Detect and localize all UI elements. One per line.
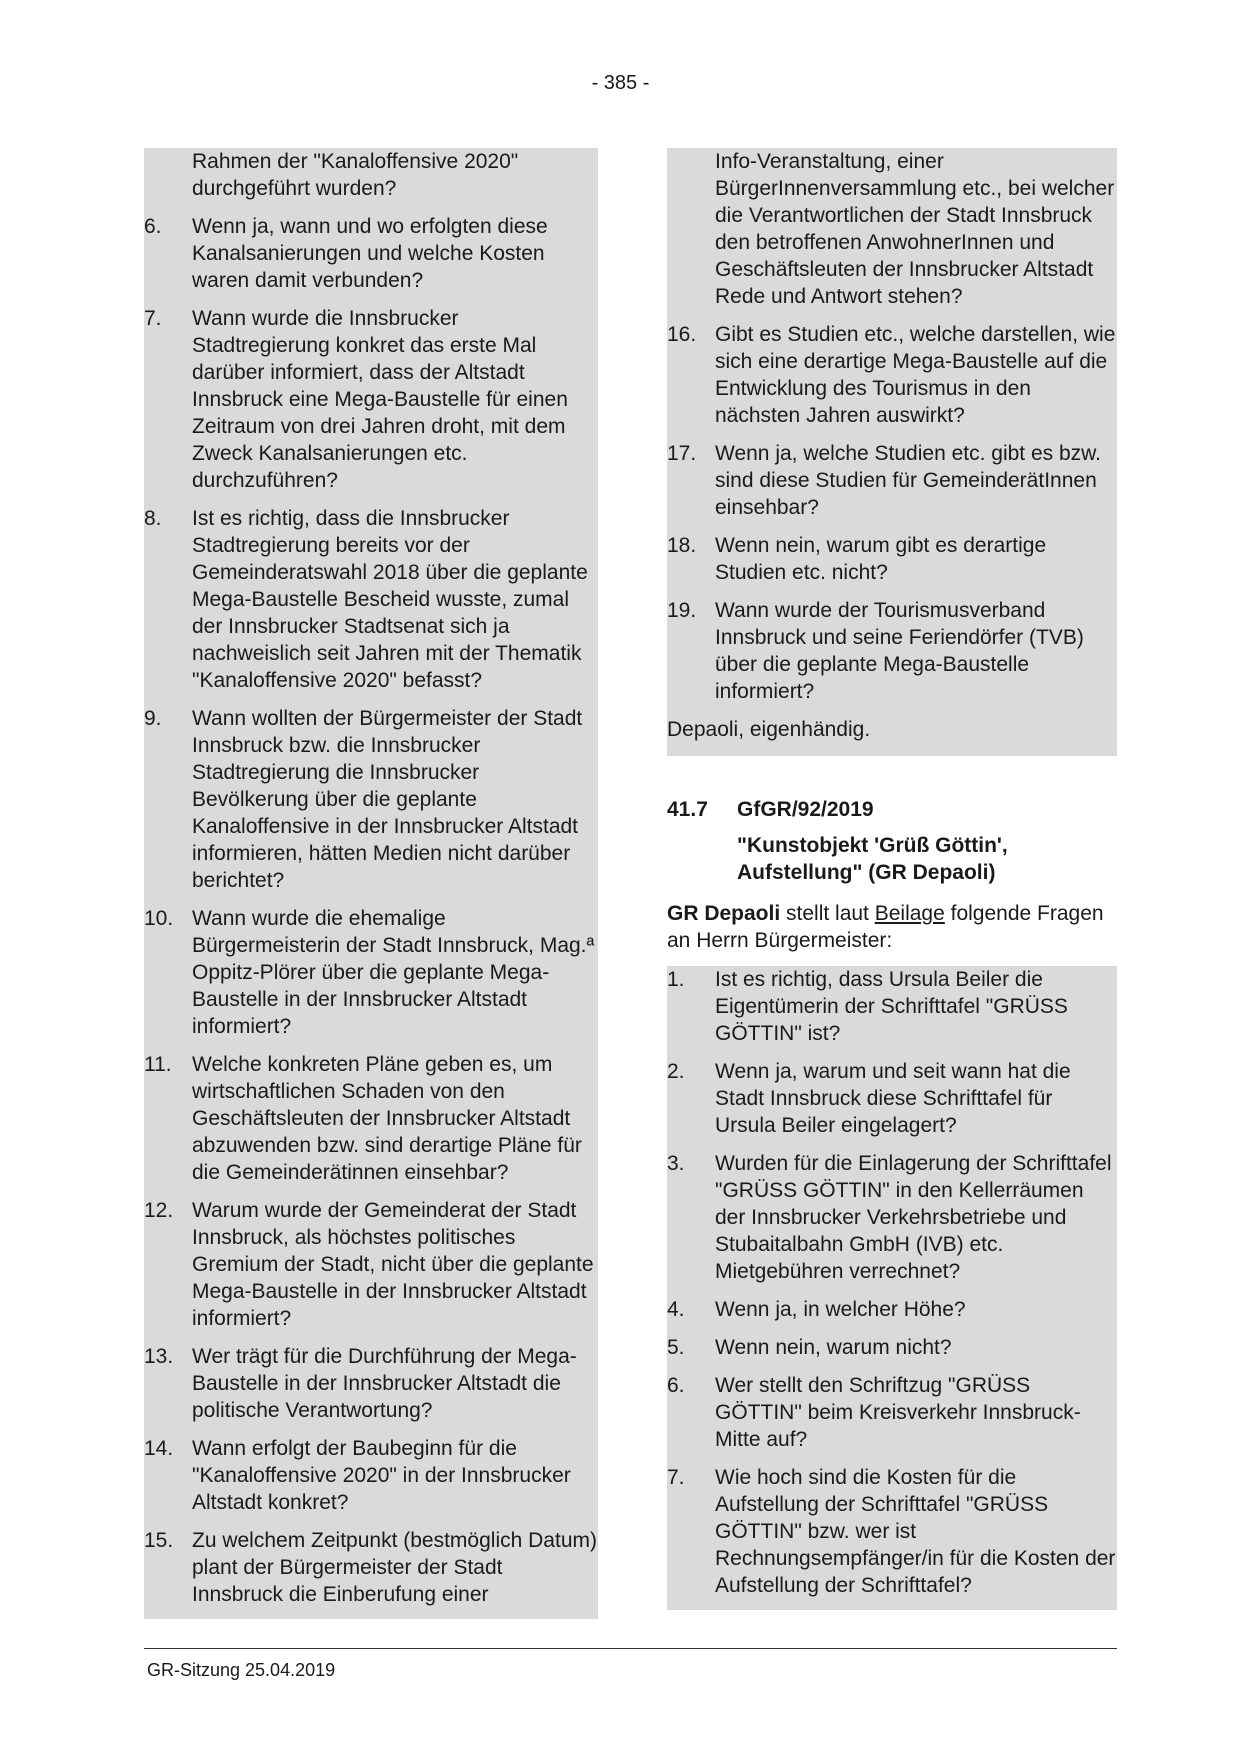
item-number: 6.	[667, 1374, 685, 1397]
item-number: 12.	[144, 1199, 174, 1222]
item-number: 14.	[144, 1437, 174, 1460]
item-number: 5.	[667, 1336, 685, 1359]
list-item	[667, 1296, 1117, 1334]
item-text: Wenn nein, warum nicht?	[715, 1336, 952, 1359]
list-item	[144, 505, 598, 705]
item-text: Wenn ja, welche Studien etc. gibt es bzw. sind diese Studien für GemeinderätInnen einsehbar?	[715, 442, 1101, 519]
footer-divider	[144, 1648, 1117, 1649]
item-number: 17.	[667, 442, 697, 465]
item-number: 7.	[144, 307, 162, 330]
item-number: 13.	[144, 1345, 174, 1368]
item-number: 3.	[667, 1152, 685, 1175]
list-item	[667, 532, 1117, 597]
list-item	[144, 1051, 598, 1197]
item-number: 2.	[667, 1060, 685, 1083]
list-item	[667, 440, 1117, 532]
item-text: Wer stellt den Schriftzug "GRÜSS GÖTTIN" beim Kreisverkehr Innsbruck-Mitte auf?	[715, 1374, 1081, 1451]
list-item	[667, 321, 1117, 440]
item-text: Wie hoch sind die Kosten für die Aufstellung der Schrifttafel "GRÜSS GÖTTIN" bzw. wer ist Rechnungsempfänger/in für die Kosten der Aufstellung der Schrifttafel?	[715, 1466, 1116, 1597]
item-number: 4.	[667, 1298, 685, 1321]
item-text: Warum wurde der Gemeinderat der Stadt Innsbruck, als höchstes politisches Gremium der Stadt, nicht über die geplante Mega-Baustelle in der Innsbrucker Altstadt informiert?	[192, 1199, 594, 1330]
list-item	[667, 1464, 1117, 1610]
footer-session-date: GR-Sitzung 25.04.2019	[147, 1660, 336, 1680]
section-intro	[667, 900, 1117, 954]
list-item	[144, 1435, 598, 1527]
shaded-block-upper	[667, 148, 1117, 756]
item-text: Wer trägt für die Durchführung der Mega-Baustelle in der Innsbrucker Altstadt die politische Verantwortung?	[192, 1345, 577, 1422]
intro-text: stellt laut	[780, 902, 875, 925]
intro-text-end: folgende Fragen an Herrn Bürgermeister:	[667, 902, 1104, 952]
item-number: 8.	[144, 507, 162, 530]
item-text: Wann wollten der Bürgermeister der Stadt Innsbruck bzw. die Innsbrucker Stadtregierung die Innsbrucker Bevölkerung über die geplante Kanaloffensive in der Innsbrucker Altstadt informieren, hätten Medien nicht darüber berichtet?	[192, 707, 583, 892]
item-text: Wenn ja, wann und wo erfolgten diese Kanalsanierungen und welche Kosten waren damit verbunden?	[192, 215, 548, 292]
item-text: Wurden für die Einlagerung der Schrifttafel "GRÜSS GÖTTIN" in den Kellerräumen der Innsbrucker Verkehrsbetriebe und Stubaitalbahn GmbH (IVB) etc. Mietgebühren verrechnet?	[715, 1152, 1112, 1283]
item-number: 15.	[144, 1529, 174, 1552]
list-item	[667, 1058, 1117, 1150]
item-number: 19.	[667, 599, 697, 622]
list-item	[144, 213, 598, 305]
list-item	[667, 966, 1117, 1058]
item-number: 10.	[144, 907, 174, 930]
item-number: 11.	[144, 1053, 172, 1076]
page-number: - 385 -	[591, 72, 650, 94]
intro-author: GR Depaoli	[667, 902, 781, 925]
item-text: Wenn nein, warum gibt es derartige Studien etc. nicht?	[715, 534, 1047, 584]
section-number: 41.7	[667, 798, 708, 821]
beilage-link[interactable]: Beilage	[874, 902, 945, 925]
section-code: GfGR/92/2019	[737, 798, 874, 821]
list-item	[144, 705, 598, 905]
left-column	[144, 148, 598, 1619]
list-item	[144, 1197, 598, 1343]
shaded-block-lower	[667, 966, 1117, 1610]
item-text: Wenn ja, warum und seit wann hat die Stadt Innsbruck diese Schrifttafel für Ursula Beiler eingelagert?	[715, 1060, 1071, 1137]
item-text: Zu welchem Zeitpunkt (bestmöglich Datum) plant der Bürgermeister der Stadt Innsbruck die Einberufung einer	[192, 1529, 597, 1606]
item-text: Wann wurde die ehemalige Bürgermeisterin der Stadt Innsbruck, Mag.ª Oppitz-Plörer über die geplante Mega-Baustelle in der Innsbrucker Altstadt informiert?	[192, 907, 595, 1038]
item-number: 18.	[667, 534, 697, 557]
item-text: Welche konkreten Pläne geben es, um wirtschaftlichen Schaden von den Geschäftsleuten der Innsbrucker Altstadt abzuwenden bzw. sind derartige Pläne für die Gemeinderätinnen einsehbar?	[192, 1053, 582, 1184]
item-number: 16.	[667, 323, 697, 346]
list-item	[144, 305, 598, 505]
list-item	[667, 1150, 1117, 1296]
item-number: 7.	[667, 1466, 685, 1489]
list-item	[667, 1334, 1117, 1372]
continued-question-text: Rahmen der "Kanaloffensive 2020" durchgeführt wurden?	[192, 150, 519, 200]
list-item	[144, 905, 598, 1051]
item-text: Ist es richtig, dass Ursula Beiler die Eigentümerin der Schrifttafel "GRÜSS GÖTTIN" ist?	[715, 968, 1068, 1045]
signature: Depaoli, eigenhändig.	[667, 718, 871, 741]
section-title: "Kunstobjekt 'Grüß Göttin', Aufstellung" (GR Depaoli)	[737, 834, 1008, 884]
list-item	[144, 1343, 598, 1435]
list-item	[667, 1372, 1117, 1464]
item-text: Ist es richtig, dass die Innsbrucker Stadtregierung bereits vor der Gemeinderatswahl 2018 über die geplante Mega-Baustelle Bescheid wusste, zumal der Innsbrucker Stadtsenat sich ja nachweislich seit Jahren mit der Thematik "Kanaloffensive 2020" befasst?	[192, 507, 588, 692]
item-text: Wann wurde die Innsbrucker Stadtregierung konkret das erste Mal darüber informiert, dass der Altstadt Innsbruck eine Mega-Baustelle für einen Zeitraum von drei Jahren droht, mit dem Zweck Kanalsanierungen etc. durchzuführen?	[192, 307, 568, 492]
section-heading	[667, 796, 1117, 823]
item-number: 1.	[667, 968, 685, 991]
item-text: Wann wurde der Tourismusverband Innsbruck und seine Feriendörfer (TVB) über die geplante Mega-Baustelle informiert?	[715, 599, 1084, 703]
continued-question-text: Info-Veranstaltung, einer BürgerInnenversammlung etc., bei welcher die Verantwortlichen der Stadt Innsbruck den betroffenen AnwohnerInnen und Geschäftsleuten der Innsbrucker Altstadt Rede und Antwort stehen?	[715, 150, 1115, 308]
list-item	[144, 1527, 598, 1619]
item-number: 6.	[144, 215, 162, 238]
item-text: Gibt es Studien etc., welche darstellen, wie sich eine derartige Mega-Baustelle auf die Entwicklung des Tourismus in den nächsten Jahren auswirkt?	[715, 323, 1116, 427]
item-text: Wann erfolgt der Baubeginn für die "Kanaloffensive 2020" in der Innsbrucker Altstadt konkret?	[192, 1437, 571, 1514]
item-number: 9.	[144, 707, 162, 730]
right-column	[667, 148, 1117, 1610]
list-item	[667, 597, 1117, 716]
item-text: Wenn ja, in welcher Höhe?	[715, 1298, 966, 1321]
